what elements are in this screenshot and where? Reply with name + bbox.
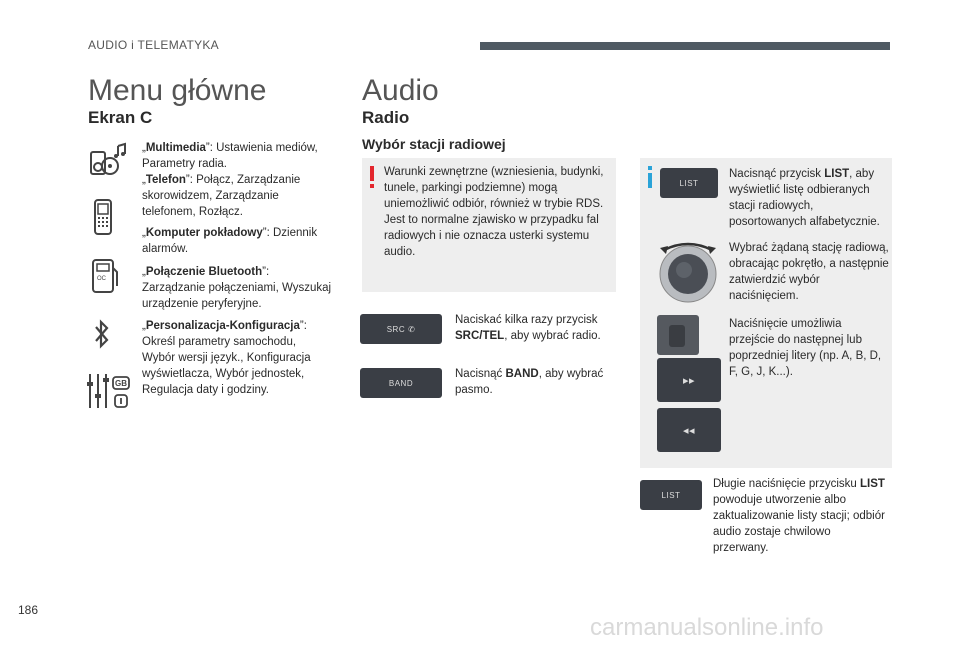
station-selection-heading: Wybór stacji radiowej [362, 136, 506, 152]
menu-item-personalizacja: „Personalizacja-Konfiguracja”: Określ parametry samochodu, Wybór wersji język., Konfiguracja wyświetlacza, Wybór jednostek, Regulacja daty i godziny. [142, 320, 311, 396]
multimedia-icon [88, 140, 128, 180]
phone-icon [92, 198, 116, 238]
knob-instruction: Wybrać żądaną stację radiową, obracając pokrętło, a następnie zatwierdzić wybór naciśnięciem. [729, 242, 889, 302]
list-button-image: LIST [660, 168, 718, 198]
menu-title: Menu główne [88, 74, 267, 107]
src-button-image: SRC ✆ [360, 314, 442, 344]
page-number: 186 [18, 603, 39, 617]
band-instruction: Nacisnąć BAND, aby wybrać pasmo. [455, 368, 604, 396]
info-icon [646, 166, 654, 188]
fuel-icon [90, 256, 120, 296]
watermark: carmanualsonline.info [590, 614, 824, 641]
back-button-image: ◂◂ [657, 408, 721, 452]
radio-subtitle: Radio [362, 108, 410, 127]
menu-item-telefon: „Telefon”: Połącz, Zarządzanie skorowidzem, Zarządzanie telefonem, Rozłącz. [142, 174, 301, 218]
seek-toggle-image [657, 315, 699, 355]
audio-title: Audio [362, 74, 439, 107]
bluetooth-icon [92, 318, 112, 350]
list-instruction: Nacisnąć przycisk LIST, aby wyświetlić listę odbieranych stacji radiowych, posortowanych alfabetycznie. [729, 168, 880, 228]
seek-instruction: Naciśnięcie umożliwia przejście do następnej lub poprzedniej litery (np. A, B, D, F, G, J, K...). [729, 318, 882, 378]
menu-item-komputer: „Komputer pokładowy”: Dziennik alarmów. [142, 227, 318, 255]
menu-item-multimedia: „Multimedia”: Ustawienia mediów, Parametry radia. [142, 142, 318, 170]
forward-button-image: ▸▸ [657, 358, 721, 402]
src-instruction: Naciskać kilka razy przycisk SRC/TEL, aby wybrać radio. [455, 314, 601, 342]
rotary-knob-image [654, 238, 722, 306]
list-long-press-button-image: LIST [640, 480, 702, 510]
warning-icon [368, 166, 376, 190]
screen-subtitle: Ekran C [88, 108, 153, 127]
warning-text: Warunki zewnętrzne (wzniesienia, budynki, tunele, parkingi podziemne) mogą uniemożliwić odbiór, również w trybie RDS. Jest to normalne zjawisko w przypadku fal radiowych i nie oznacza usterki systemu audio. [384, 166, 604, 258]
svg-text:OC: OC [97, 276, 106, 282]
section-header: AUDIO i TELEMATYKA [88, 38, 219, 52]
band-button-image: BAND [360, 368, 442, 398]
header-bar [480, 42, 890, 50]
menu-item-bluetooth: „Połączenie Bluetooth”: Zarządzanie połączeniami, Wyszukaj urządzenie peryferyjne. [142, 266, 332, 310]
svg-text:GB: GB [115, 379, 127, 388]
settings-language-icon [86, 372, 132, 412]
long-press-instruction: Długie naciśnięcie przycisku LIST powoduje utworzenie albo zaktualizowanie listy stacji; odbiór audio zostaje chwilowo przerwany. [713, 478, 885, 554]
